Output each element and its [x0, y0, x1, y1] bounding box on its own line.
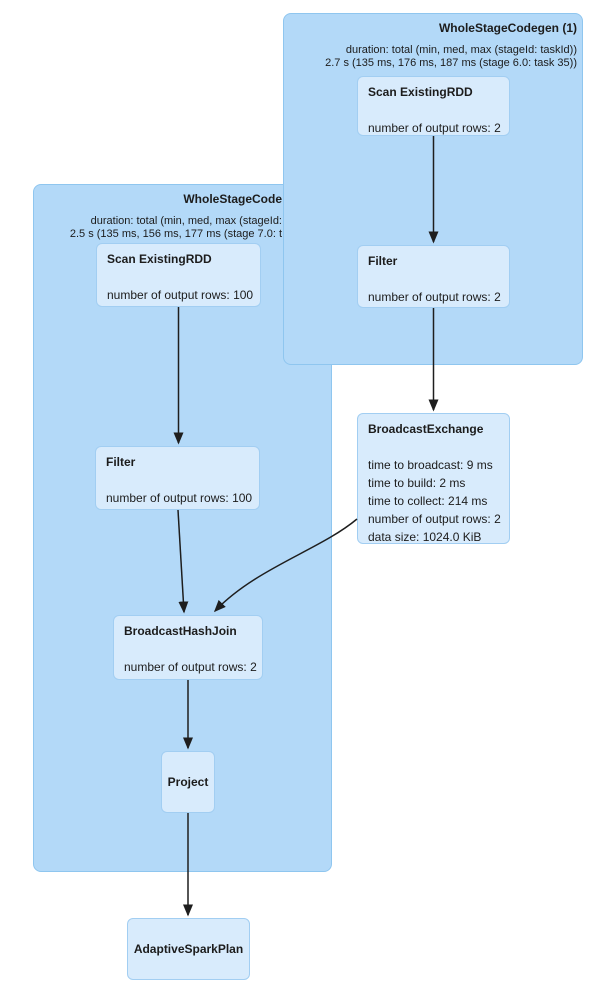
cluster-wsc2-label [70, 192, 282, 240]
plan-node-scan-existingrdd-1[interactable] [357, 76, 510, 136]
plan-node-broadcasthashjoin[interactable] [113, 615, 263, 680]
cluster-wsc2-duration-line2: 2.5 s (135 ms, 156 ms, 177 ms (stage 7.0: t [69, 227, 282, 240]
node-metric: number of output rows: 2 [368, 121, 501, 135]
cluster-wsc2-duration [70, 215, 282, 240]
cluster-wsc1-duration-line2: 2.7 s (135 ms, 176 ms, 187 ms (stage 6.0: task 35)) [325, 56, 577, 69]
node-metric: time to broadcast: 9 ms [368, 458, 493, 472]
node-title: Project [167, 774, 209, 789]
node-title: AdaptiveSparkPlan [133, 941, 244, 956]
cluster-wholestagecodegen-1 [283, 13, 583, 365]
plan-node-adaptivesparkplan[interactable] [127, 918, 250, 980]
node-title: Scan ExistingRDD [107, 252, 212, 266]
cluster-wsc2-duration-line1: duration: total (min, med, max (stageId: [90, 215, 282, 227]
node-metric: number of output rows: 100 [106, 491, 253, 505]
plan-node-filter-2[interactable] [95, 446, 260, 510]
cluster-wsc1-duration [325, 44, 577, 69]
node-metric: number of output rows: 2 [124, 660, 257, 674]
plan-node-scan-existingrdd-2[interactable] [96, 243, 261, 307]
plan-node-filter-1[interactable] [357, 245, 510, 308]
node-metric: data size: 1024.0 KiB [368, 530, 482, 544]
node-metric: number of output rows: 2 [368, 512, 501, 526]
node-title: BroadcastExchange [368, 422, 484, 436]
node-metric: time to build: 2 ms [368, 476, 466, 490]
node-title: Scan ExistingRDD [368, 85, 473, 99]
plan-node-broadcastexchange[interactable] [357, 413, 510, 544]
cluster-wsc1-title: WholeStageCodegen (1) [438, 21, 577, 35]
cluster-wsc2-title: WholeStageCode [183, 192, 282, 206]
node-metric: time to collect: 214 ms [368, 494, 488, 508]
node-title: Filter [368, 254, 398, 268]
cluster-wsc1-label [325, 21, 577, 69]
cluster-wsc1-duration-line1: duration: total (min, med, max (stageId: taskId)) [345, 44, 577, 56]
node-metric: number of output rows: 100 [107, 288, 254, 302]
node-title: Filter [106, 455, 136, 469]
node-title: BroadcastHashJoin [124, 624, 237, 638]
node-metric: number of output rows: 2 [368, 290, 501, 304]
plan-node-project[interactable] [161, 751, 215, 813]
